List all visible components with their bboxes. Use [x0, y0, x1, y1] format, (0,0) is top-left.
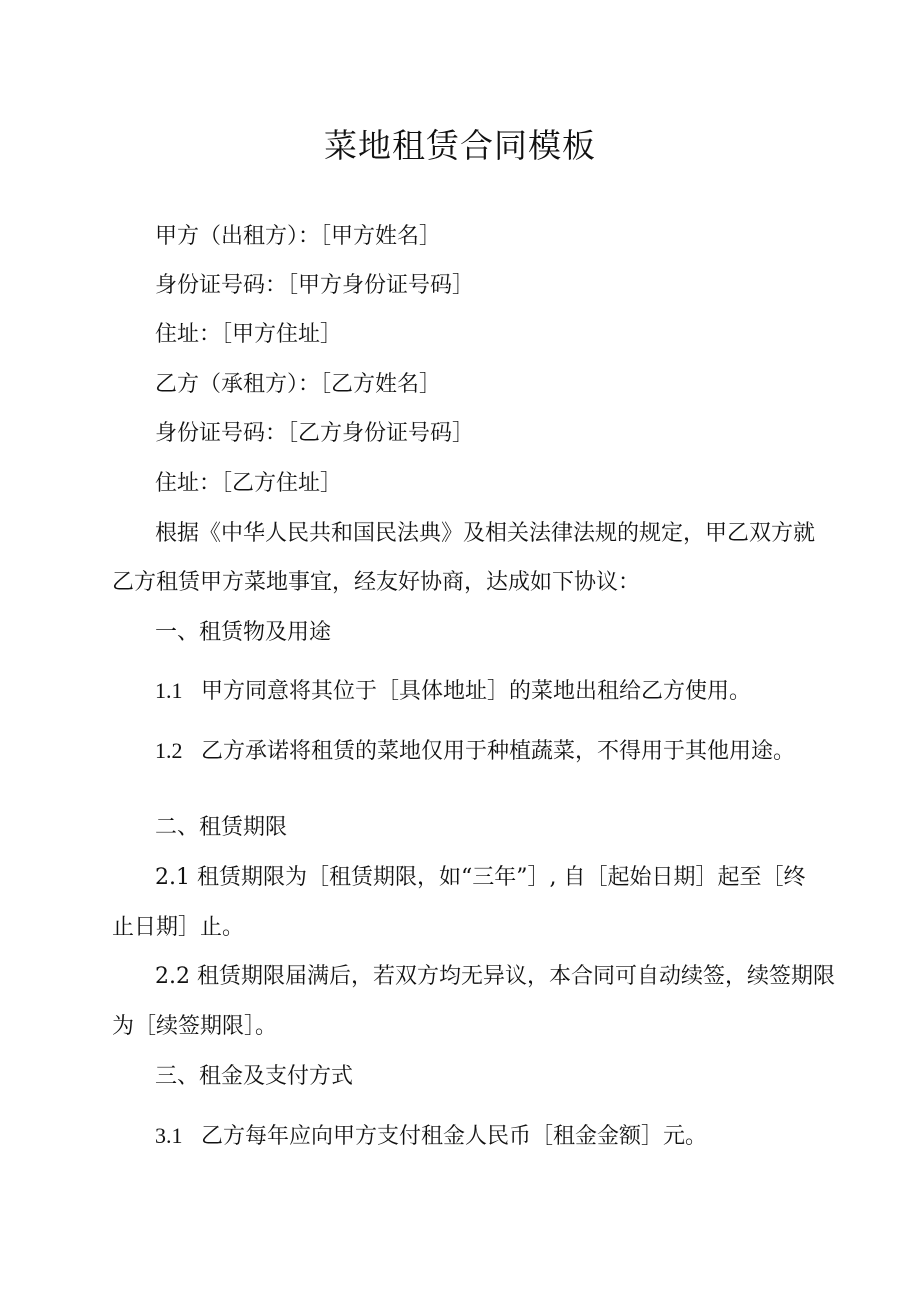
clause-text: 甲方同意将其位于［具体地址］的菜地出租给乙方使用。	[201, 679, 752, 704]
clause-2-2-line-2: 为［续签期限］。	[112, 1014, 278, 1039]
section-1-heading: 一、租赁物及用途	[155, 620, 332, 645]
clause-number: 3.1	[155, 1123, 183, 1148]
document-title: 菜地租赁合同模板	[324, 126, 596, 165]
clause-3-1	[155, 1121, 707, 1152]
party-b-name: 乙方（承租方）：［乙方姓名］	[155, 372, 442, 397]
section-3-heading: 三、租金及支付方式	[155, 1064, 354, 1089]
party-a-name: 甲方（出租方）：［甲方姓名］	[155, 224, 442, 249]
clause-2-1-line-1: 2.1 租赁期限为［租赁期限，如“三年”］, 自［起始日期］起至［终	[155, 865, 806, 890]
clause-number: 1.1	[155, 678, 183, 703]
clause-2-1-line-2: 止日期］止。	[112, 915, 245, 940]
clause-2-2-line-1: 2.2 租赁期限届满后，若双方均无异议，本合同可自动续签，续签期限	[155, 964, 835, 989]
clause-text: 乙方每年应向甲方支付租金人民币［租金金额］元。	[201, 1124, 708, 1149]
party-b-address: 住址：［乙方住址］	[155, 471, 343, 496]
party-a-address: 住址：［甲方住址］	[155, 322, 343, 347]
clause-text: 乙方承诺将租赁的菜地仅用于种植蔬菜，不得用于其他用途。	[201, 739, 796, 764]
preamble-line-2: 乙方租赁甲方菜地事宜，经友好协商，达成如下协议：	[112, 570, 641, 595]
clause-number: 1.2	[155, 738, 183, 763]
preamble-line-1: 根据《中华人民共和国民法典》及相关法律法规的规定，甲乙双方就	[155, 521, 816, 546]
clause-1-2	[155, 736, 795, 767]
section-2-heading: 二、租赁期限	[155, 815, 288, 840]
clause-1-1	[155, 676, 751, 707]
party-b-id: 身份证号码：［乙方身份证号码］	[155, 421, 475, 446]
party-a-id: 身份证号码：［甲方身份证号码］	[155, 273, 475, 298]
